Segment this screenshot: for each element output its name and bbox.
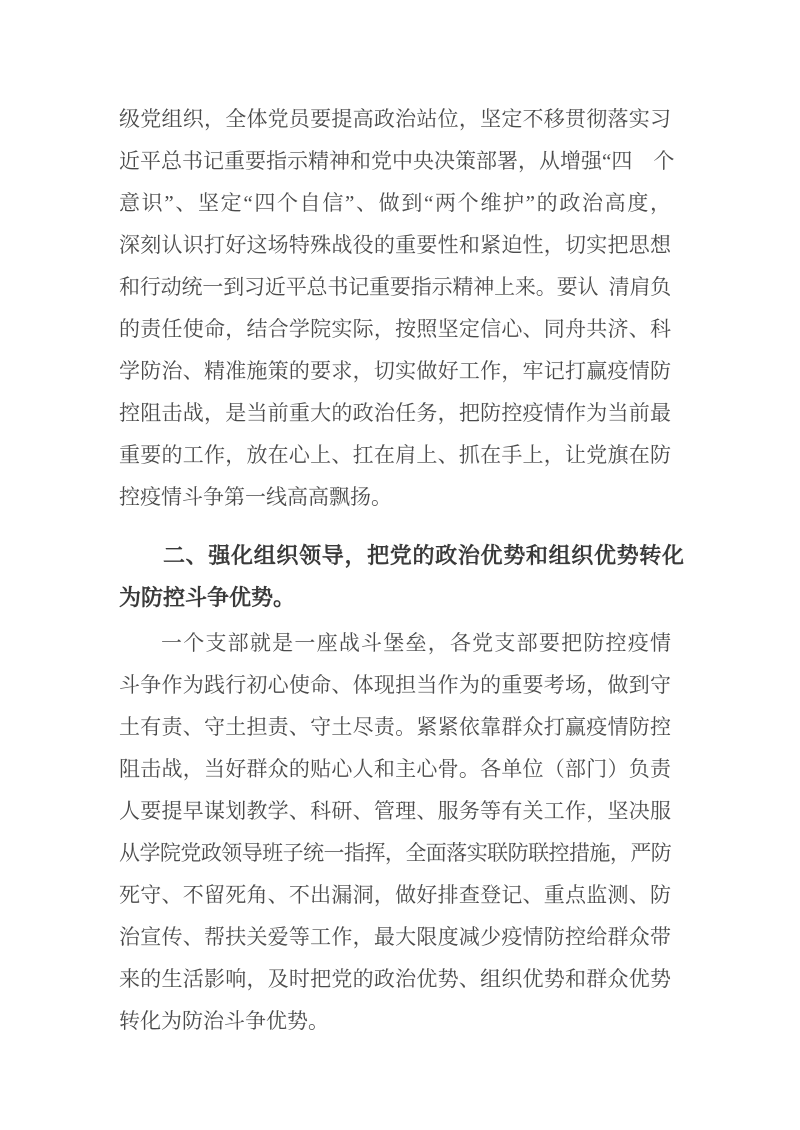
body-text-line: 控疫情斗争第一线高高飘扬。 — [119, 485, 392, 509]
body-text-line: 斗争作为践行初心使命、体现担当作为的重要考场，做到守 — [119, 673, 671, 697]
body-text-line: 意识”、坚定“四个自信”、做到“两个维护”的政治高度， — [119, 191, 671, 215]
body-text-line: 学防治、精准施策的要求，切实做好工作，牢记打赢疫情防 — [119, 359, 671, 383]
document-content — [119, 98, 684, 1042]
body-text-line: 控阻击战，是当前重大的政治任务，把防控疫情作为当前最 — [119, 401, 671, 425]
body-text-line: 近平总书记重要指示精神和党中央决策部署，从增强“四 个 — [119, 149, 675, 173]
body-text-line: 一个支部就是一座战斗堡垒，各党支部要把防控疫情 — [161, 631, 671, 655]
body-text-line: 的责任使命，结合学院实际，按照坚定信心、同舟共济、科 — [119, 317, 671, 341]
paragraph-1 — [119, 98, 675, 518]
body-text-line: 级党组织，全体党员要提高政治站位，坚定不移贯彻落实习 — [119, 107, 671, 131]
heading-text-line: 为防控斗争优势。 — [119, 585, 296, 610]
body-text-line: 从学院党政领导班子统一指挥，全面落实联防联控措施，严防 — [119, 841, 671, 865]
body-text-line: 土有责、守土担责、守土尽责。紧紧依靠群众打赢疫情防控 — [119, 715, 671, 739]
heading-text-line: 二、强化组织领导，把党的政治优势和组织优势转化 — [163, 543, 684, 568]
body-text-line: 人要提早谋划教学、科研、管理、服务等有关工作，坚决服 — [119, 799, 671, 823]
body-text-line: 治宣传、帮扶关爱等工作，最大限度减少疫情防控给群众带 — [119, 925, 671, 949]
body-text-line: 阻击战，当好群众的贴心人和主心骨。各单位（部门）负责 — [119, 757, 671, 781]
body-text-line: 死守、不留死角、不出漏洞，做好排查登记、重点监测、防 — [119, 883, 671, 907]
body-text-line: 深刻认识打好这场特殊战役的重要性和紧迫性，切实把思想 — [119, 233, 671, 257]
paragraph-2 — [119, 622, 671, 1042]
body-text-line: 和行动统一到习近平总书记重要指示精神上来。要认 清肩负 — [119, 275, 671, 299]
body-text-line: 转化为防治斗争优势。 — [119, 1009, 329, 1033]
section-heading — [119, 535, 684, 619]
body-text-line: 重要的工作，放在心上、扛在肩上、抓在手上，让党旗在防 — [119, 443, 671, 467]
body-text-line: 来的生活影响，及时把党的政治优势、组织优势和群众优势 — [119, 967, 671, 991]
